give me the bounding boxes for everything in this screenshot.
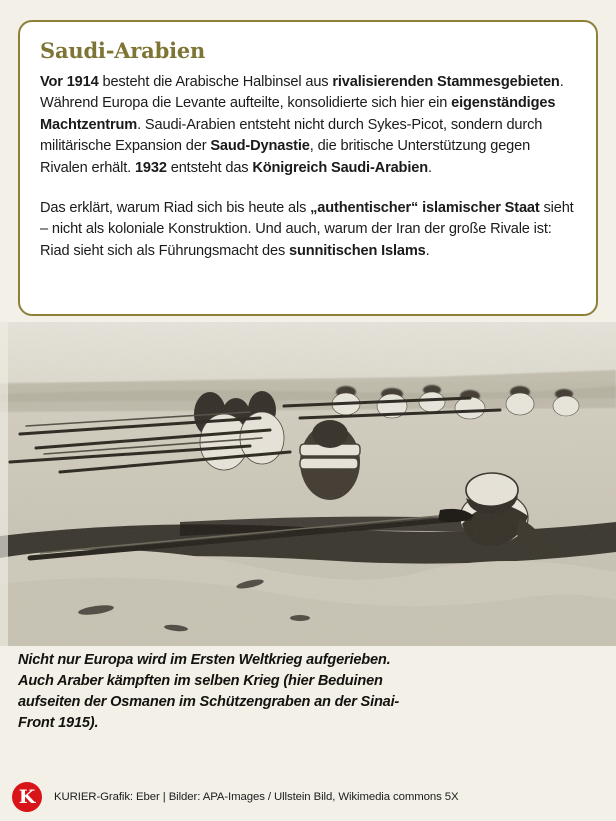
kurier-logo-icon: K	[12, 782, 42, 812]
paragraph-1: Vor 1914 besteht die Arabische Halbinsel aus rivalisierenden Stammesgebieten. Während Europa die Levante aufteilte, konsolidierte sich hier ein eigenständiges Machtzentrum. Saudi-Arabien entsteht nicht durch Sykes-Picot, sondern durch militärische Expansion der Saud-Dynastie, die britische Unterstützung gegen Rivalen erhält. 1932 entsteht das Königreich Saudi-Arabien.	[40, 74, 564, 176]
photo-caption: Nicht nur Europa wird im Ersten Weltkrieg aufgerieben. Auch Araber kämpften im selben Krieg (hier Beduinen aufseiten der Osmanen im Schützengraben an der Sinai-Front 1915).	[18, 652, 400, 731]
footer-credit-bar	[0, 772, 616, 821]
photo-illustration	[0, 322, 616, 646]
card-body	[40, 72, 576, 262]
credit-text: KURIER-Grafik: Eber | Bilder: APA-Images / Ullstein Bild, Wikimedia commons 5X	[54, 790, 459, 803]
historical-photo	[0, 322, 616, 646]
info-card	[18, 20, 598, 316]
paragraph-2: Das erklärt, warum Riad sich bis heute als „authentischer“ islamischer Staat sieht – nicht als koloniale Konstruktion. Und auch, warum der Iran der große Rivale ist: Riad sieht sich als Führungsmacht des sunnitischen Islams.	[40, 200, 574, 259]
page-title: Saudi-Arabien	[40, 38, 206, 63]
